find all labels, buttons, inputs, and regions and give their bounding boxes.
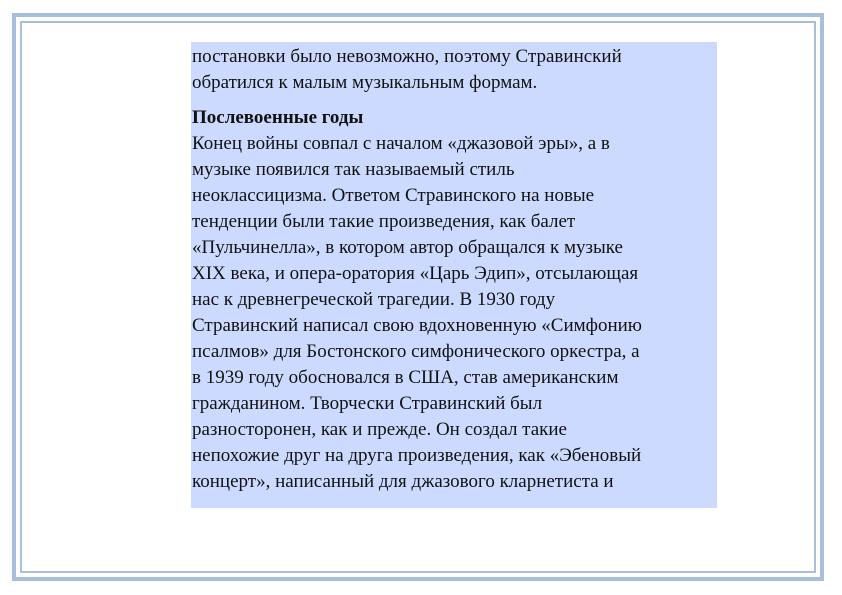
body-line: музыке появился так называемый стиль — [192, 159, 515, 180]
text-box — [191, 42, 717, 508]
body-line: непохожие друг на друга произведения, как «Эбеновый — [192, 445, 642, 466]
body-line: тенденции были такие произведения, как балет — [192, 211, 576, 232]
body-line: в 1939 году обосновался в США, став американским — [192, 367, 619, 388]
section-heading: Послевоенные годы — [192, 107, 364, 128]
paragraph-gap — [192, 96, 717, 105]
body-line: разносторонен, как и прежде. Он создал такие — [192, 419, 567, 440]
body-line: нас к древнегреческой трагедии. В 1930 году — [192, 289, 556, 310]
body-line: Стравинский написал свою вдохновенную «Симфонию — [192, 315, 642, 336]
body-line: XIX века, и опера-оратория «Царь Эдип», отсылающая — [192, 263, 639, 284]
intro-line: обратился к малым музыкальным формам. — [192, 72, 538, 93]
body-line: псалмов» для Бостонского симфонического оркестра, а — [192, 341, 640, 362]
intro-line: постановки было невозможно, поэтому Стравинский — [192, 46, 622, 67]
body-line: гражданином. Творчески Стравинский был — [192, 393, 543, 414]
body-line: Конец войны совпал с началом «джазовой эры», а в — [192, 133, 610, 154]
body-line: концерт», написанный для джазового кларнетиста и — [192, 471, 614, 492]
body-line: неоклассицизма. Ответом Стравинского на новые — [192, 185, 595, 206]
body-line: «Пульчинелла», в котором автор обращался к музыке — [192, 237, 623, 258]
